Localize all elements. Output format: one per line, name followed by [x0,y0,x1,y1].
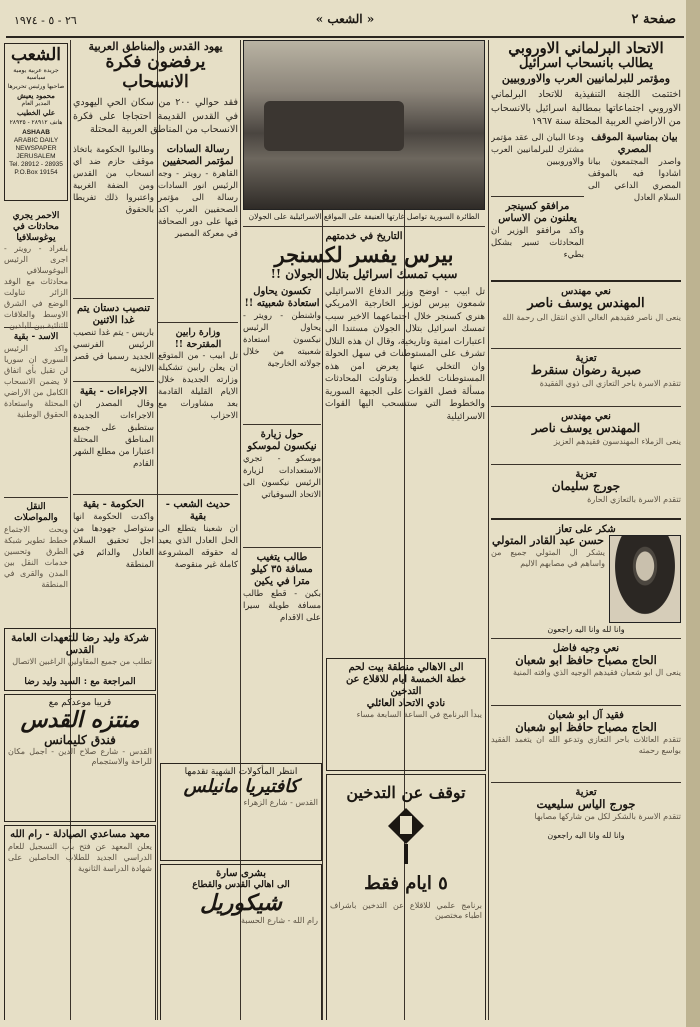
aircraft-silhouette [264,101,404,151]
phone-numbers: هاتف ٢٨٩١٢ - ٢٨٩٣٥ [9,118,63,126]
notice-body: تتقدم الاسرة بالشكر لكل من شاركها مصابها [534,812,681,822]
ads-center-left [160,760,322,1020]
divider [491,705,681,706]
divider [73,298,154,299]
ad-institute [4,825,156,1020]
logo-title: الشعب [11,45,61,65]
notice-body: تتقدم العائلات باحر التعازي وتدعو الله ان يتغمد الفقيد بواسع رحمته [491,735,681,756]
notice-title: تعزية [575,468,597,480]
ad-title: توقف عن التدخين [346,783,466,802]
news-photo [243,40,485,210]
hand-stop-icon [386,806,426,866]
divider [243,424,321,425]
story-body: موسكو - تجري الاستعدادات لزيارة الرئيس نيكسون الى الاتحاد السوفياتي [243,453,321,500]
story-body: بكين - قطع طالب مسافة طويلة سيرا على الاقدام [243,588,321,623]
notice-body: يشكر ال المتولي جميع من واساهم في مصابهم الاليم [491,548,605,569]
headline-sub: سبب تمسك اسرائيل بتلال الجولان !! [270,267,458,282]
publisher-line: محمود يعيش [17,90,55,100]
ad-days: ٥ ايام فقط [364,873,448,895]
story-headline: مرافقو كسينجر يعلنون من الاساس [498,201,577,225]
notice-name: الحاج مصباح حافظ ابو شعبان [515,719,657,734]
divider [491,196,584,197]
divider [491,406,681,407]
story-headline: طالب يتغيب مسافة ٣٥ كيلو مترا في يكين [251,551,313,587]
ads-center-right [326,655,486,1020]
ad-body: رام الله - شارع الحسبة [241,916,318,926]
newspaper-logo-box [4,43,68,201]
issue-date: ٢٦ - ٥ - ١٩٧٤ [14,14,77,27]
headline-sub: يطالب بانسحاب اسرائيل [518,56,654,72]
story-body: وبحث الاجتماع خطط تطوير شبكة الطرق وتحسين خدمات النقل بين المدن والقرى في المنطقة [4,524,68,589]
publisher-line: صاحبها ورئيس تحريرها [7,82,65,90]
divider [491,280,681,282]
notice-body: تتقدم الاسرة بالتعازي الحارة [587,494,681,504]
story-headline: النقل والمواصلات [14,502,58,523]
divider [73,494,238,495]
english-tel: Tel. 28912 - 28935 [9,160,63,168]
divider [243,226,485,227]
column-right [491,40,681,1020]
story-headline: الاحمر يجري محادثات في يوغوسلافيا [12,211,60,243]
notice-closing: وانا لله وانا اليه راجعون [547,831,625,841]
page-label: صفحة ٢ [631,12,676,27]
notice-body: ينعى ال ابو شعبان فقيدهم الوجيه الذي وافته المنية [512,667,681,677]
ad-title: كافتيريا مانيلس [183,776,299,797]
story-lead: اختتمت اللجنة التنفيذية للاتحاد البرلماني الاوروبي اجتماعاتها بمطالبة اسرائيل بالانسحاب من الاراضي العربية المحتلة سنة ١٩٦٧ [491,89,681,128]
masthead [6,6,684,38]
ad-city: القدس [65,644,95,656]
ad-title: شيكوريل [200,889,282,916]
headline-main: الاتحاد البرلماني الاوروبي [508,40,664,57]
story-body: وقال المصدر ان الاجراءات الجديدة ستطبق على جميع المناطق المحتلة اعتبارا من مطلع الشهر القادم [73,399,154,470]
ad-body: يبدأ البرنامج في الساعة السابعة مساء [356,710,482,719]
story-body: وطالبوا الحكومة باتخاذ موقف حازم ضد اي انسحاب من القدس ومن الضفة الغربية واعتبروا ذلك تفريطا بالحقوق [73,145,154,216]
story-headline: رسالة السادات لمؤتمر الصحفيين [162,144,234,168]
ad-title: معهد مساعدي الصيادلة - رام الله [10,828,150,840]
story-headline: الاجراءات - بقية [79,386,148,398]
ad-head: الى الاهالي منطقة بيت لحم [348,662,464,673]
ad-head: انتظر المأكولات الشهية تقدمها [184,767,298,777]
column-rule [488,40,489,1020]
story-headline: الاسد - بقية [13,332,59,343]
ad-head: بشرى سارة [215,868,267,879]
ad-contact: المراجعة مع : السيد وليد رضا [24,676,136,687]
notice-name: المهندس يوسف ناصر [531,421,641,436]
story-body: واكد مرافقو الوزير ان المحادثات تسير بشكل بطيء [491,226,584,261]
column-left [73,40,238,640]
ad-resort [4,694,156,822]
story-body: ودعا البيان الى عقد مؤتمر مشترك للبرلمانيين العرب والاوروبيين [491,133,584,168]
divider [491,464,681,465]
story-headline: الحكومة - بقية [82,499,145,511]
publisher-line: علي الخطيب [16,107,56,117]
ad-subtitle: الى اهالي القدس والقطاع [192,880,290,890]
divider [491,638,681,639]
english-name: ASHAAB [22,128,50,136]
story-body: بلغراد - رويتر - اجرى الرئيس اليوغوسلافي محادثات مع الوفد الزائر تناولت الوضع في الشرق الاوسط والعلاقات الثنائية بين البلدين [4,244,68,331]
english-subtitle: ARABIC DAILY NEWSPAPER [13,136,59,152]
notice-name: صبرية رضوان سنقرط [530,363,642,378]
notice-title: تعزية [575,353,597,365]
story-headline: وزارة رابين المقترحة !! [174,327,222,350]
logo-subtitle: جريدة عربية يومية سياسية [13,66,59,81]
notice-title: تعزية [575,787,597,799]
story-headline: حول زيارة نيكسون لموسكو [247,428,317,452]
ad-smoking-notice [326,658,486,771]
headline-main: بيرس يفسر لكسنجر [274,242,454,267]
story-body: واصدر المجتمعون بيانا اشادوا فيه بالموقف المصري الداعي الى السلام العادل [588,157,681,204]
story-body: تل ابيب - اوضح وزير الدفاع الاسرائيلي شمعون بيرس لوزير الخارجية الامريكي هنري كسنجر خلال اجتماعهما الاخير سبب تمسك اسرائيل بتلال الجولان مستندا الى اعتبارات امنية وتاريخية، وقال ان هذه التلال تشرف على المستوطنات في سهل الحولة وان التخلي عنها يعرض امن هذه المستوطنات للخطر. وتناولت المحادثات مسألة فصل القوات على الجبهة السورية والخطوط التي ستنسحب اليها القوات الاسرائيلية [325,286,485,422]
ad-body: تطلب من جميع المقاولين الراغبين الاتصال [12,656,152,666]
ad-cafeteria [160,763,322,861]
divider [491,518,681,520]
headline-kicker: يهود القدس والمناطق العربية [88,40,223,53]
divider [4,497,68,498]
notice-closing: وانا لله وانا اليه راجعون [547,624,625,634]
notice-name: المهندس يوسف ناصر [527,296,645,312]
ad-stop-smoking [326,774,486,1020]
notice-name: حسن عبد القادر المتولي [492,533,604,547]
story-body: القاهرة - رويتر - وجه الرئيس انور السادات رسالة الى مؤتمر الصحفيين العرب اكد فيها على دور الصحافة في معركة المصير [158,169,238,240]
story-body: تل ابيب - من المتوقع ان يعلن رابين تشكيلة وزارته الجديدة خلال الايام القليلة القادمة بعد مشاورات مع الاحزاب [158,351,238,422]
notice-title: فقيد آل ابو شعبان [548,709,624,721]
column-center [243,40,485,660]
ad-shop [160,864,322,1020]
story-body: ان شعبنا يتطلع الى الحل العادل الذي يعيد له حقوقه المشروعة كاملة غير منقوصة [158,524,238,571]
story-headline: تكسون يحاول استعادة شعبيته !! [244,285,320,309]
english-pobox: P.O.Box 19154 [14,168,58,176]
ad-title: منتزه القدس [20,706,140,733]
ad-head: قريبا موعدكم مع [48,697,112,708]
notice-title: نعي وجيه فاضل [552,642,620,654]
paper-name: « الشعب » [315,12,375,26]
ad-subtitle: فندق كليمانس [44,732,116,747]
headline-kicker: التاريخ في خدمتهم [325,231,403,242]
story-lead: فقد حوالي ٢٠٠ من سكان الحي اليهودي في القدس القديمة احتجاجا على فكرة الانسحاب من المناطق العربية المحتلة [73,97,238,136]
notice-title: شكر على تعاز [556,523,616,535]
story-headline: حديث الشعب - بقية [165,499,231,523]
story-headline: بيان بمناسبة الموقف المصري [591,132,678,156]
ad-company [4,628,156,691]
divider [491,348,681,349]
portrait-photo [609,535,681,623]
english-city: JERUSALEM [16,152,56,160]
ads-left [4,625,156,1020]
divider [491,782,681,783]
notice-name: جورج سليمان [551,478,621,493]
ad-body: القدس - شارع صلاح الدين - اجمل مكان للراحة والاستجمام [8,747,152,767]
story-body: واكدت الحكومة انها ستواصل جهودها من اجل تحقيق السلام العادل والدائم في المنطقة [73,512,154,571]
headline-sub2: ومؤتمر للبرلمانيين العرب والاوروبيين [501,72,671,86]
divider [158,322,238,323]
ad-club: نادي الاتحاد العائلي [366,698,446,709]
headline-main: يرفضون فكرة الانسحاب [105,52,206,92]
divider [243,547,321,548]
ad-body: القدس - شارع الزهراء [243,797,318,807]
notice-title: نعي مهندس [561,411,611,423]
notice-body: ينعى الزملاء المهندسون فقيدهم العزيز [553,436,681,446]
ad-subtitle: خطة الخمسة ايام للاقلاع عن التدخين [345,674,467,697]
story-headline: تنصيب دستان يتم غدا الاثنين [77,303,150,327]
notice-body: ينعى ال ناصر فقيدهم الغالي الذي انتقل الى رحمة الله [502,313,681,323]
story-body: واشنطن - رويتر - يحاول الرئيس نيكسون استعادة شعبيته من خلال جولاته الخارجية [243,310,321,369]
publisher-line: المدير العام [21,99,51,107]
notice-name: الحاج مصباح حافظ ابو شعبان [515,652,657,667]
divider [73,381,154,382]
notice-body: تتقدم الاسرة باحر التعازي الى ذوي الفقيدة [539,379,681,389]
ad-body: برنامج علمي للاقلاع عن التدخين باشراف اطباء مختصين [330,901,482,921]
ad-body: يعلن المعهد عن فتح باب التسجيل للعام الدراسي الجديد للطلاب الحاصلين على شهادة الدراسة الثانوية [8,841,152,873]
story-body: واكد الرئيس السوري ان سوريا لن تقبل بأي اتفاق لا يضمن الانسحاب الكامل من الاراضي المحتلة واستعادة الحقوق الوطنية [4,344,68,420]
story-body: باريس - يتم غدا تنصيب الرئيس الفرنسي الجديد رسميا في قصر الاليزيه [73,328,154,375]
notice-title: نعي مهندس [561,286,611,298]
page-edge [686,0,700,1027]
ad-title: شركة وليد رضا للتعهدات العامة [11,632,149,644]
notice-name: جورج الياس سليعيت [536,797,636,812]
photo-caption: الطائرة السورية تواصل غارتها العنيفة على المواقع الاسرائيلية على الجولان [248,212,480,221]
